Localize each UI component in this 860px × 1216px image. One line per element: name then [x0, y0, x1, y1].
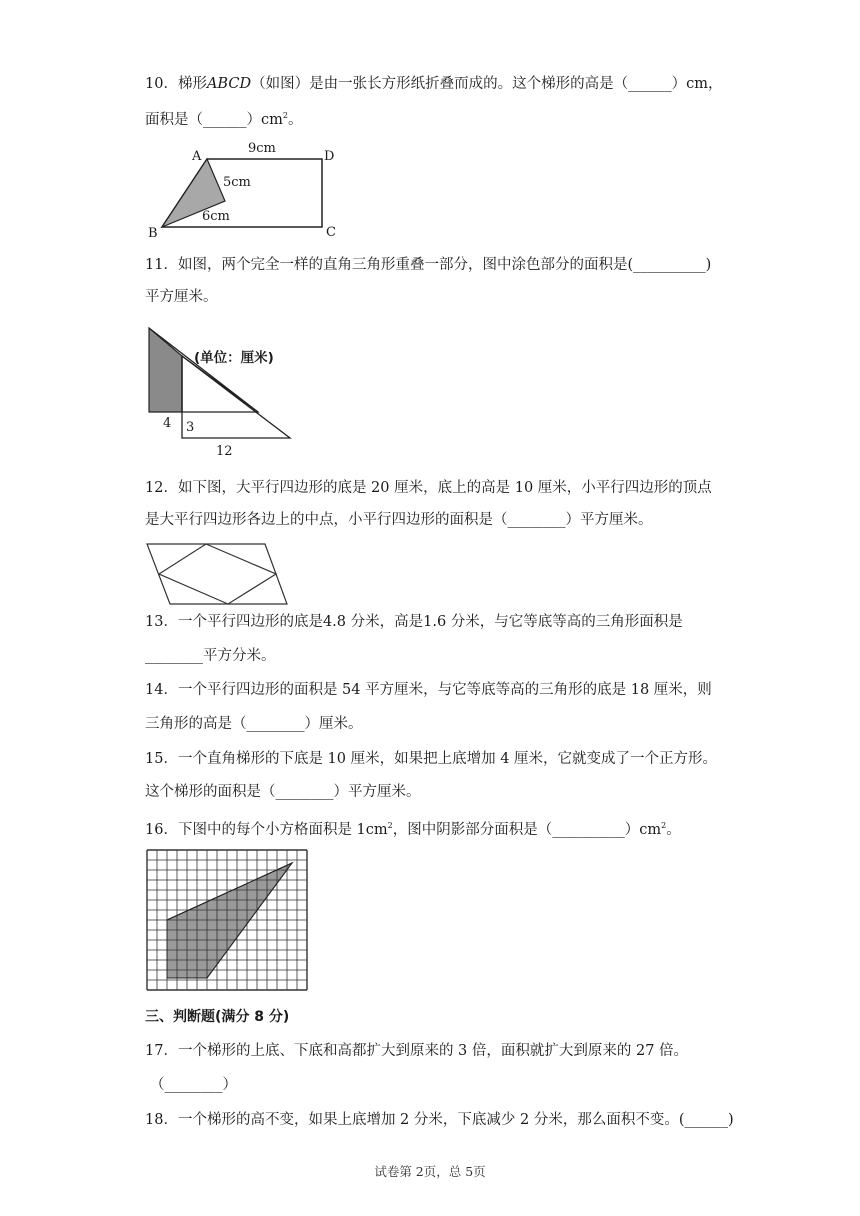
- q11-line1: 11．如图，两个完全一样的直角三角形重叠一部分，图中涂色部分的面积是(__________): [145, 257, 712, 273]
- q16-line1: 16．下图中的每个小方格面积是 $1cm^2$，图中阴影部分面积是$(\_\_\_\_\_\_\_\_\_\_)cm^2$。: [145, 821, 681, 838]
- page-footer: 试卷第 2页，总 5页: [374, 1164, 486, 1179]
- q10-label-a: A: [192, 149, 202, 164]
- q10-label-5cm: 5cm: [223, 175, 251, 190]
- q11-line2: 平方厘米。: [145, 289, 218, 305]
- q15-line2: 这个梯形的面积是（________）平方厘米。: [145, 784, 421, 800]
- q10-line1: 10．梯形ABCD（如图）是由一张长方形纸折叠而成的。这个梯形的高是（______）cm，: [145, 76, 723, 92]
- q11-label-4: 4: [163, 416, 172, 431]
- q10-label-b: B: [148, 226, 158, 241]
- q14-line2: 三角形的高是（________）厘米。: [145, 716, 363, 732]
- q14-line1: 14．一个平行四边形的面积是 54 平方厘米，与它等底等高的三角形的底是 18 厘米，则: [145, 682, 712, 698]
- q11-label-3: 3: [186, 420, 195, 435]
- q10-label-c: C: [326, 225, 336, 240]
- q10-line2: 面积是$(\_\_\_\_\_\_)cm^2$。: [145, 111, 303, 128]
- q12-figure: [140, 540, 300, 610]
- q13-line2: ________平方分米。: [145, 648, 276, 664]
- q10-figure: [140, 138, 360, 241]
- q17-line1: 17．一个梯形的上底、下底和高都扩大到原来的 3 倍，面积就扩大到原来的 27 倍。: [145, 1043, 689, 1059]
- q12-line2: 是大平行四边形各边上的中点，小平行四边形的面积是（________）平方厘米。: [145, 512, 653, 528]
- q10-label-6cm: 6cm: [202, 209, 230, 224]
- q10-label-d: D: [324, 149, 335, 164]
- section-3-heading: 三、判断题(满分 8 分): [145, 1009, 290, 1025]
- q12-line1: 12．如下图，大平行四边形的底是 20 厘米，底上的高是 10 厘米，小平行四边形的顶点: [145, 480, 712, 496]
- q16-grid-figure: [146, 849, 308, 991]
- q11-figure: [140, 320, 320, 460]
- q18-line1: 18．一个梯形的高不变，如果上底增加 2 分米，下底减少 2 分米，那么面积不变。(______): [145, 1112, 734, 1128]
- q13-line1: 13．一个平行四边形的底是4.8 分米，高是1.6 分米，与它等底等高的三角形面积是: [145, 614, 683, 630]
- q17-line2: （________）: [150, 1077, 237, 1093]
- q15-line1: 15．一个直角梯形的下底是 10 厘米，如果把上底增加 4 厘米，它就变成了一个正方形。: [145, 751, 718, 767]
- q10-label-9cm: 9cm: [248, 141, 276, 156]
- q11-unit-label: (单位：厘米): [194, 350, 274, 366]
- q11-label-12: 12: [216, 444, 233, 459]
